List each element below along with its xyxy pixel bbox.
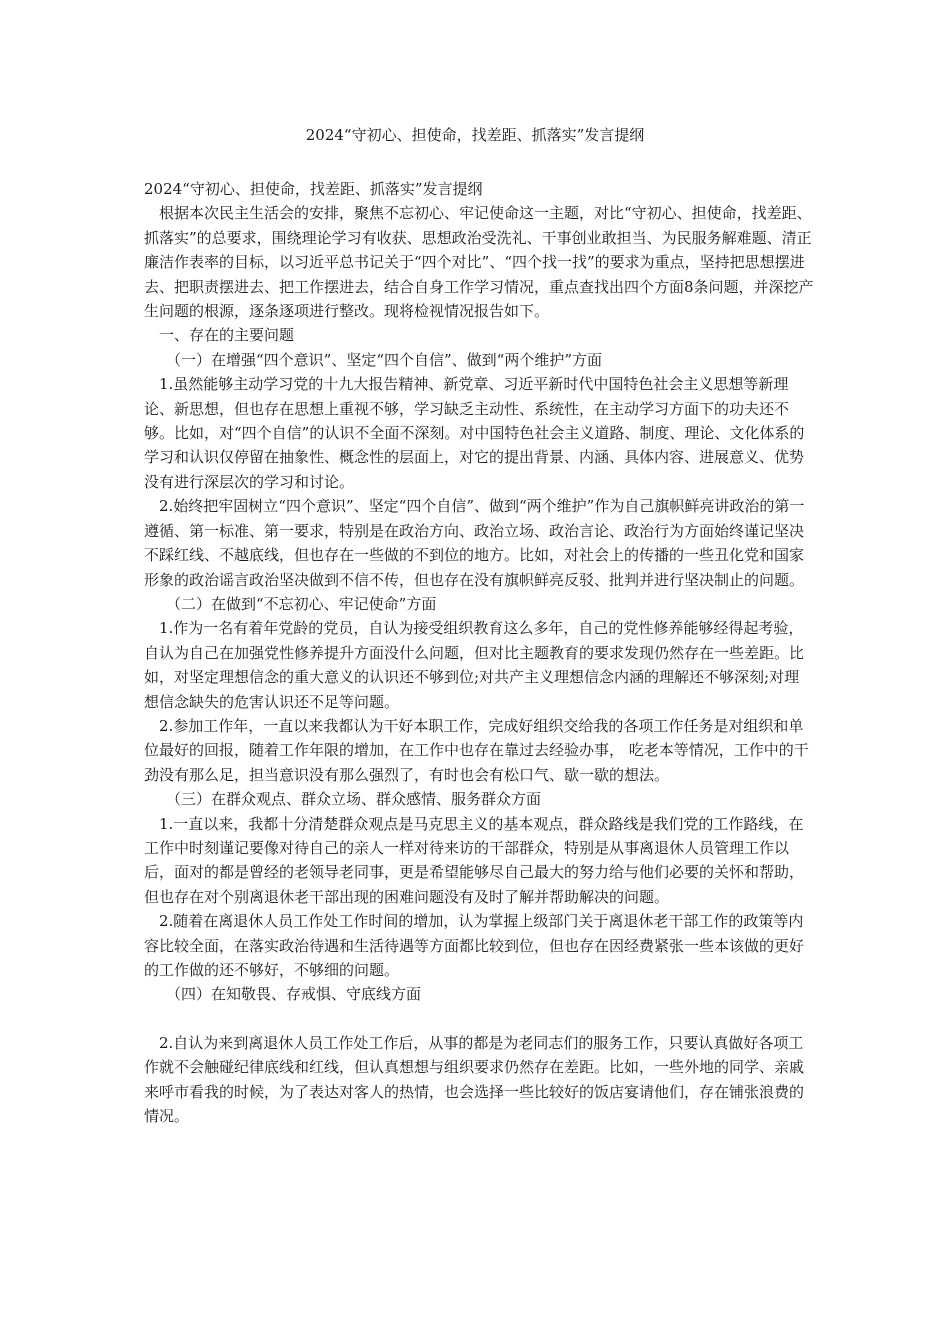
paragraph-2-1: 1.作为一名有着年党龄的党员，自认为接受组织教育这么多年，自己的党性修养能够经得起考验，自认为自己在加强党性修养提升方面没什么问题，但对比主题教育的要求发现仍然存在一些差距。比如，对坚定理想信念的重大意义的认识还不够到位;对共产主义理想信念内涵的理解还不够深刻;对理想信念缺失的危害认识还不足等问题。 (144, 619, 805, 711)
subsection-heading-1: （一）在增强“四个意识”、坚定“四个自信”、做到“两个维护”方面 (166, 350, 603, 369)
subsection-heading-4: （四）在知敬畏、存戒惧、守底线方面 (166, 985, 422, 1004)
paragraph-3-1: 1.一直以来，我都十分清楚群众观点是马克思主义的基本观点，群众路线是我们党的工作路线，在工作中时刻谨记要像对待自己的亲人一样对待来访的干部群众，特别是从事离退休人员管理工作以后，面对的都是曾经的老领导老同事，更是希望能够尽自己最大的努力给与他们必要的关怀和帮助，但也存在对个别离退休老干部出现的困难问题没有及时了解并帮助解决的问题。 (144, 814, 805, 906)
paragraph-3-2: 2.随着在离退休人员工作处工作时间的增加，认为掌握上级部门关于离退休老干部工作的政策等内容比较全面，在落实政治待遇和生活待遇等方面都比较到位，但也存在因经费紧张一些本该做的更好的工作做的还不够好，不够细的问题。 (144, 912, 805, 979)
document-body (144, 177, 814, 1128)
subsection-heading-3: （三）在群众观点、群众立场、群众感情、服务群众方面 (166, 790, 542, 809)
intro-paragraph: 根据本次民主生活会的安排，聚焦不忘初心、牢记使命这一主题，对比“守初心、担使命，找差距、抓落实”的总要求，围绕理论学习有收获、思想政治受洗礼、干事创业敢担当、为民服务解难题、清正廉洁作表率的目标，以习近平总书记关于“四个对比”、“四个找一找”的要求为重点，坚持把思想摆进去、把职责摆进去、把工作摆进去，结合自身工作学习情况，重点查找出四个方面8条问题，并深挖产生问题的根源，逐条逐项进行整改。现将检视情况报告如下。 (144, 204, 814, 321)
subsection-heading-2: （二）在做到“不忘初心、牢记使命”方面 (166, 594, 437, 613)
document-subtitle: 2024“守初心、担使命，找差距、抓落实”发言提纲 (144, 180, 483, 198)
document-title: 2024“守初心、担使命，找差距、抓落实”发言提纲 (305, 126, 645, 144)
paragraph-1-1: 1.虽然能够主动学习党的十九大报告精神、新党章、习近平新时代中国特色社会主义思想等新理论、新思想，但也存在思想上重视不够，学习缺乏主动性、系统性，在主动学习方面下的功夫还不够。比如，对“四个自信”的认识不全面不深刻。对中国特色社会主义道路、制度、理论、文化体系的学习和认识仅停留在抽象性、概念性的层面上，对它的提出背景、内涵、具体内容、进展意义、优势没有进行深层次的学习和讨论。 (144, 375, 805, 491)
paragraph-1-2: 2.始终把牢固树立“四个意识”、坚定“四个自信”、做到“两个维护”作为自己旗帜鲜亮讲政治的第一遵循、第一标准、第一要求，特别是在政治方向、政治立场、政治言论、政治行为方面始终谨记坚决不踩红线、不越底线，但也存在一些做的不到位的地方。比如，对社会上的传播的一些丑化党和国家形象的政治谣言政治坚决做到不信不传，但也存在没有旗帜鲜亮反驳、批判并进行坚决制止的问题。 (144, 497, 805, 589)
paragraph-2-2: 2.参加工作年，一直以来我都认为干好本职工作，完成好组织交给我的各项工作任务是对组织和单位最好的回报，随着工作年限的增加，在工作中也存在靠过去经验办事， 吃老本等情况，工作中的干劲没有那么足，担当意识没有那么强烈了，有时也会有松口气、歇一歇的想法。 (144, 716, 809, 784)
section-heading-problems: 一、存在的主要问题 (159, 326, 295, 345)
paragraph-4-2: 2.自认为来到离退休人员工作处工作后，从事的都是为老同志们的服务工作，只要认真做好各项工作就不会触碰纪律底线和红线，但认真想想与组织要求仍然存在差距。比如，一些外地的同学、亲戚来呼市看我的时候，为了表达对客人的热情，也会选择一些比较好的饭店宴请他们，存在铺张浪费的情况。 (144, 1033, 805, 1126)
blank-line (144, 1007, 814, 1031)
